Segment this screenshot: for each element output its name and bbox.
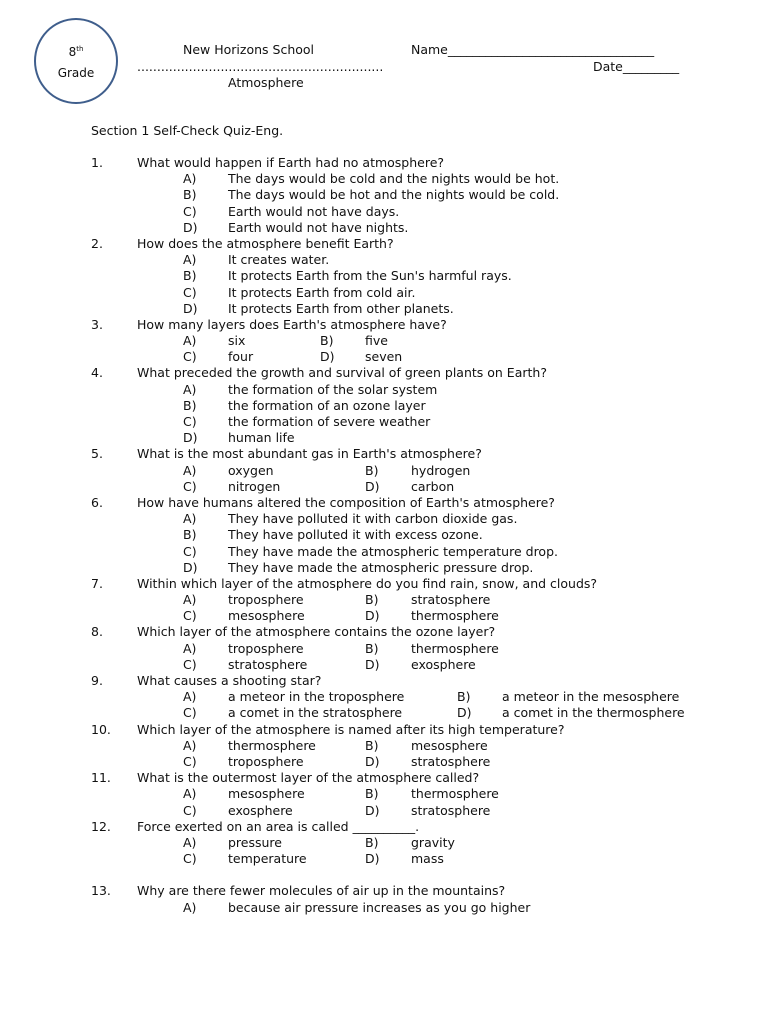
answer-option (0, 544, 768, 560)
question-text: What would happen if Earth had no atmosphere? (137, 155, 445, 170)
option-letter: C) (183, 851, 197, 867)
question-number: 2. (91, 235, 103, 251)
option-text: mesosphere (411, 737, 488, 753)
option-letter: C) (183, 753, 197, 769)
question-item (0, 624, 768, 640)
answer-option (0, 285, 768, 301)
answer-option-row (0, 349, 768, 365)
answer-option-row (0, 705, 768, 721)
option-text: stratosphere (411, 802, 491, 818)
option-letter: B) (365, 786, 379, 802)
option-letter: B) (365, 640, 379, 656)
option-letter: D) (365, 851, 380, 867)
question-item (0, 317, 768, 333)
answer-option (0, 382, 768, 398)
option-text: They have made the atmospheric temperature drop. (228, 543, 558, 559)
answer-option-row (0, 754, 768, 770)
option-letter: D) (365, 478, 380, 494)
option-text: a comet in the thermosphere (502, 705, 685, 721)
option-text: Earth would not have days. (228, 203, 400, 219)
answer-option (0, 900, 768, 916)
question-number: 13. (91, 883, 111, 899)
option-letter: B) (365, 592, 379, 608)
question-item (0, 722, 768, 738)
option-letter: B) (457, 689, 471, 705)
option-letter: C) (183, 284, 197, 300)
question-text: What is the most abundant gas in Earth's atmosphere? (137, 446, 482, 462)
option-text: It creates water. (228, 252, 330, 268)
question-number: 1. (91, 155, 103, 170)
option-letter: B) (183, 397, 197, 413)
answer-option-row (0, 738, 768, 754)
answer-option-row (0, 835, 768, 851)
question-text: What is the outermost layer of the atmosphere called? (137, 770, 480, 786)
question-item (0, 365, 768, 381)
option-text: human life (228, 430, 295, 446)
option-letter: B) (320, 333, 334, 349)
question-number: 9. (91, 673, 103, 688)
answer-option (0, 220, 768, 236)
option-letter: A) (183, 899, 197, 915)
option-text: five (365, 333, 388, 349)
answer-option (0, 511, 768, 527)
option-letter: A) (183, 592, 197, 608)
answer-option (0, 560, 768, 576)
option-text: The days would be hot and the nights would be cold. (228, 187, 560, 203)
question-number: 12. (91, 818, 111, 834)
option-text: nitrogen (228, 478, 281, 494)
option-letter: D) (365, 608, 380, 624)
option-letter: A) (183, 511, 197, 527)
answer-option (0, 268, 768, 284)
question-item (0, 883, 768, 899)
option-text: because air pressure increases as you go higher (228, 899, 531, 915)
question-text: Why are there fewer molecules of air up in the mountains? (137, 883, 506, 899)
question-text: Within which layer of the atmosphere do you find rain, snow, and clouds? (137, 575, 598, 591)
answer-option (0, 398, 768, 414)
grade-badge (34, 18, 118, 104)
option-text: six (228, 333, 246, 349)
option-text: temperature (228, 851, 307, 867)
option-text: stratosphere (228, 656, 308, 672)
question-item (0, 770, 768, 786)
option-text: pressure (228, 834, 282, 850)
question-list (0, 155, 768, 916)
question-number: 8. (91, 624, 103, 640)
answer-option (0, 527, 768, 543)
option-letter: B) (183, 527, 197, 543)
option-letter: C) (183, 349, 197, 365)
question-item (0, 236, 768, 252)
option-letter: C) (183, 608, 197, 624)
option-text: a meteor in the mesosphere (502, 689, 680, 705)
option-text: four (228, 349, 254, 365)
option-letter: C) (183, 543, 197, 559)
option-text: It protects Earth from other planets. (228, 300, 454, 316)
option-text: gravity (411, 834, 455, 850)
option-letter: D) (183, 430, 198, 446)
option-text: exosphere (228, 802, 293, 818)
option-text: stratosphere (411, 753, 491, 769)
answer-option-row (0, 608, 768, 624)
question-item (0, 673, 768, 689)
option-text: carbon (411, 478, 455, 494)
answer-option-row (0, 851, 768, 867)
question-number: 4. (91, 365, 103, 381)
question-text: How does the atmosphere benefit Earth? (137, 235, 394, 251)
option-text: seven (365, 349, 403, 365)
section-title: Section 1 Self-Check Quiz-Eng. (91, 123, 284, 138)
option-text: mesosphere (228, 608, 305, 624)
option-letter: B) (365, 462, 379, 478)
option-letter: B) (183, 187, 197, 203)
option-text: the formation of an ozone layer (228, 397, 426, 413)
question-text: How have humans altered the composition of Earth's atmosphere? (137, 494, 555, 510)
option-letter: D) (183, 559, 198, 575)
question-item (0, 819, 768, 835)
question-text: What causes a shooting star? (137, 673, 322, 688)
option-letter: A) (183, 834, 197, 850)
option-text: thermosphere (411, 608, 499, 624)
option-text: It protects Earth from the Sun's harmful rays. (228, 268, 512, 284)
answer-option (0, 171, 768, 187)
question-item (0, 446, 768, 462)
option-letter: A) (183, 689, 197, 705)
option-text: a meteor in the troposphere (228, 689, 405, 705)
answer-option (0, 204, 768, 220)
option-letter: D) (457, 705, 472, 721)
grade-label: Grade (57, 66, 95, 80)
option-letter: B) (365, 737, 379, 753)
option-letter: D) (183, 219, 198, 235)
question-number: 10. (91, 721, 111, 737)
answer-option (0, 187, 768, 203)
option-text: troposphere (228, 753, 304, 769)
option-letter: A) (183, 786, 197, 802)
answer-option-row (0, 803, 768, 819)
option-letter: D) (365, 656, 380, 672)
question-text: Which layer of the atmosphere contains the ozone layer? (137, 624, 496, 640)
option-text: troposphere (228, 592, 304, 608)
option-text: the formation of the solar system (228, 381, 438, 397)
answer-option-row (0, 786, 768, 802)
answer-option-row (0, 592, 768, 608)
option-text: It protects Earth from cold air. (228, 284, 416, 300)
option-letter: C) (183, 414, 197, 429)
answer-option-row (0, 657, 768, 673)
question-number: 7. (91, 575, 103, 591)
option-text: thermosphere (228, 737, 316, 753)
answer-option-row (0, 641, 768, 657)
option-text: hydrogen (411, 462, 471, 478)
option-letter: D) (365, 753, 380, 769)
option-text: mesosphere (228, 786, 305, 802)
option-letter: D) (365, 802, 380, 818)
answer-option (0, 414, 768, 430)
option-letter: C) (183, 802, 197, 818)
option-text: The days would be cold and the nights would be hot. (228, 171, 560, 187)
grade-suffix: th (76, 45, 84, 53)
date-field: Date_________ (593, 59, 680, 74)
option-text: oxygen (228, 462, 274, 478)
question-number: 6. (91, 494, 103, 510)
question-text: Force exerted on an area is called __________. (137, 818, 420, 834)
answer-option-row (0, 463, 768, 479)
option-letter: A) (183, 333, 197, 349)
option-text: They have polluted it with excess ozone. (228, 527, 483, 543)
option-letter: A) (183, 171, 197, 187)
option-text: thermosphere (411, 786, 499, 802)
question-number: 11. (91, 770, 111, 786)
question-number: 3. (91, 316, 103, 332)
option-letter: A) (183, 640, 197, 656)
option-letter: A) (183, 462, 197, 478)
question-item (0, 155, 768, 171)
option-text: They have made the atmospheric pressure drop. (228, 559, 534, 575)
dotted-line: .............................................................. (137, 59, 384, 74)
option-letter: B) (365, 834, 379, 850)
option-letter: C) (183, 705, 197, 721)
answer-option-row (0, 479, 768, 495)
option-letter: D) (183, 300, 198, 316)
grade-number: 8th (68, 45, 84, 59)
question-item (0, 495, 768, 511)
option-text: They have polluted it with carbon dioxide gas. (228, 511, 518, 527)
subject-title: Atmosphere (228, 75, 304, 90)
question-item (0, 576, 768, 592)
option-letter: B) (183, 268, 197, 284)
answer-option-row (0, 689, 768, 705)
option-letter: D) (320, 349, 335, 365)
option-letter: A) (183, 252, 197, 268)
question-text: Which layer of the atmosphere is named after its high temperature? (137, 721, 565, 737)
option-letter: A) (183, 381, 197, 397)
answer-option-row (0, 333, 768, 349)
option-letter: C) (183, 203, 197, 219)
school-name: New Horizons School (183, 42, 315, 57)
option-text: a comet in the stratosphere (228, 705, 403, 721)
question-number: 5. (91, 446, 103, 462)
option-letter: C) (183, 478, 197, 494)
option-text: Earth would not have nights. (228, 219, 409, 235)
answer-option (0, 252, 768, 268)
name-field: Name_________________________________ (411, 42, 655, 57)
option-letter: A) (183, 737, 197, 753)
option-text: thermosphere (411, 640, 499, 656)
answer-option (0, 301, 768, 317)
option-text: mass (411, 851, 444, 867)
question-text: How many layers does Earth's atmosphere have? (137, 316, 447, 332)
option-text: stratosphere (411, 592, 491, 608)
option-text: troposphere (228, 640, 304, 656)
answer-option (0, 430, 768, 446)
option-text: the formation of severe weather (228, 414, 431, 429)
option-letter: C) (183, 656, 197, 672)
question-text: What preceded the growth and survival of green plants on Earth? (137, 365, 547, 381)
option-text: exosphere (411, 656, 476, 672)
